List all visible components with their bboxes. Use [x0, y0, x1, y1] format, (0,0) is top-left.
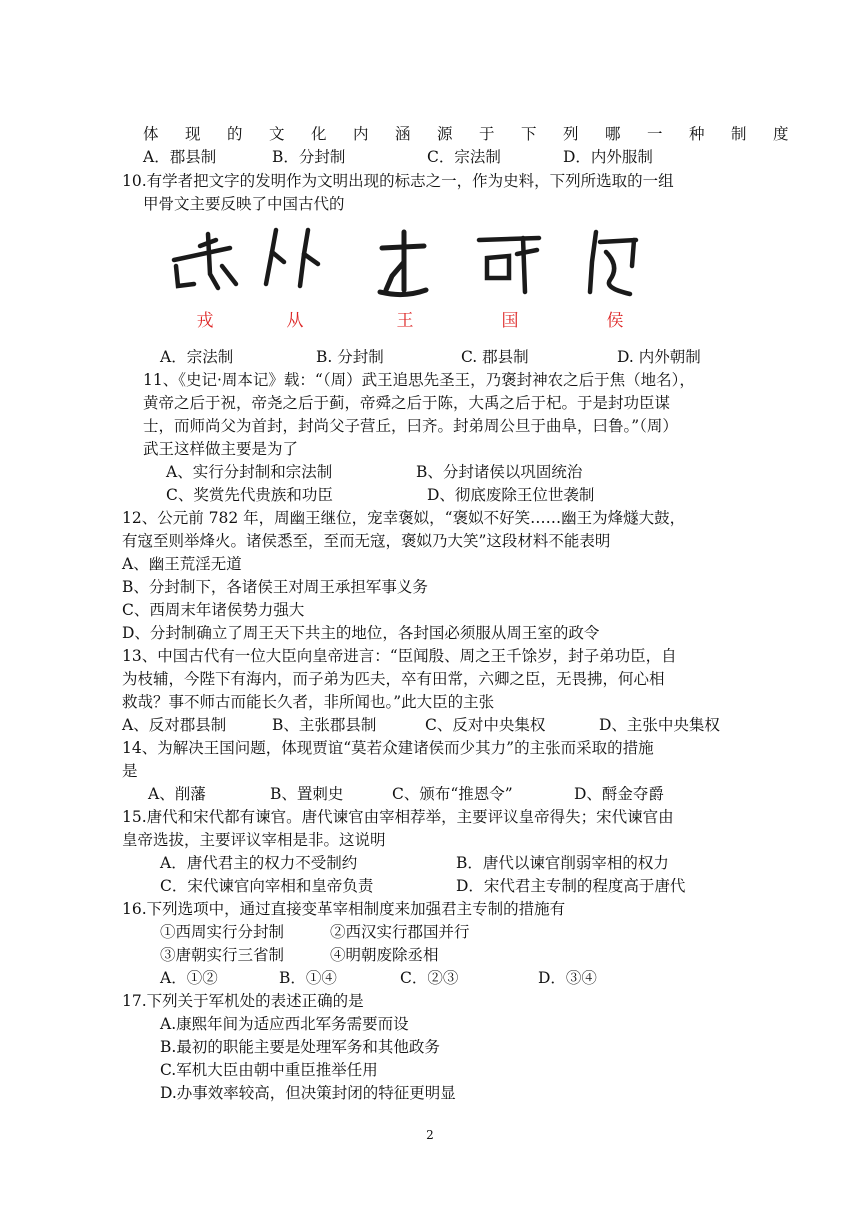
q11-line1: 11、《史记·周本记》载：“（周）武王追思先圣王，乃褒封神农之后于焦（地名），: [143, 371, 695, 389]
q13-option-a: A、反对郡县制: [122, 716, 227, 734]
glyph-caption-wang: 王: [396, 311, 414, 331]
q17-option-c: C.军机大臣由朝中重臣推举任用: [160, 1061, 378, 1079]
q11-line3: 士，而师尚父为首封，封尚父子营丘，曰齐。封弟周公旦于曲阜，曰鲁。”（周）: [143, 417, 678, 435]
q16-item-1: ①西周实行分封制: [160, 923, 285, 941]
q11-line2: 黄帝之后于祝，帝尧之后于蓟，帝舜之后于陈，大禹之后于杞。于是封功臣谋: [143, 394, 671, 412]
q13-line1: 13、中国古代有一位大臣向皇帝进言：“臣闻殷、周之王千馀岁，封子弟功臣，自: [122, 647, 677, 665]
q10-option-b: B. 分封制: [316, 348, 384, 366]
q16-item-2: ②西汉实行郡国并行: [330, 923, 470, 941]
oracle-bone-cong-icon: [250, 226, 340, 336]
q14-line2: 是: [122, 762, 138, 780]
q17-stem: 17.下列关于军机处的表述正确的是: [122, 992, 364, 1010]
q15-option-b: B．唐代以谏官削弱宰相的权力: [456, 854, 669, 872]
q12-line1: 12、公元前 782 年，周幽王继位，宠幸褒姒，“褒姒不好笑……幽王为烽燧大鼓，: [122, 509, 686, 527]
q11-option-c: C、奖赏先代贵族和功臣: [166, 486, 333, 504]
page-number: 2: [426, 1128, 434, 1142]
glyph-caption-cong: 从: [286, 311, 304, 331]
q10-option-d: D. 内外朝制: [617, 348, 701, 366]
glyph-caption-guo: 国: [501, 311, 519, 331]
q12-line2: 有寇至则举烽火。诸侯悉至，至而无寇，褒姒乃大笑”这段材料不能表明: [122, 532, 611, 550]
q11-option-a: A、实行分封制和宗法制: [166, 463, 333, 481]
q15-option-d: D．宋代君主专制的程度高于唐代: [456, 877, 686, 895]
oracle-bone-guo-icon: [465, 226, 555, 336]
q16-option-c: C．②③: [400, 969, 459, 987]
q15-option-a: A．唐代君主的权力不受制约: [160, 854, 358, 872]
q14-line1: 14、为解决王国问题，体现贾谊“莫若众建诸侯而少其力”的主张而采取的措施: [122, 739, 654, 757]
q16-item-3: ③唐朝实行三省制: [160, 946, 285, 964]
q16-option-d: D．③④: [538, 969, 597, 987]
q14-option-d: D、酹金夺爵: [574, 785, 664, 803]
q9-option-d: D．内外服制: [563, 148, 653, 166]
q10-stem-line1: 10.有学者把文字的发明作为文明出现的标志之一，作为史料，下列所选取的一组: [122, 172, 674, 190]
q13-option-b: B、主张郡县制: [272, 716, 377, 734]
q17-option-d: D.办事效率较高，但决策封闭的特征更明显: [160, 1084, 456, 1102]
q16-option-b: B．①④: [279, 969, 337, 987]
q9-option-c: C．宗法制: [427, 148, 501, 166]
q17-option-a: A.康熙年间为适应西北军务需要而设: [160, 1015, 409, 1033]
oracle-bone-wang-icon: [360, 226, 450, 336]
q13-option-d: D、主张中央集权: [599, 716, 720, 734]
glyph-caption-rong: 戎: [196, 311, 214, 331]
q10-option-a: A．宗法制: [160, 348, 234, 366]
q15-line2: 皇帝选拔，主要评议宰相是非。这说明: [122, 831, 386, 849]
q16-stem: 16.下列选项中，通过直接变革宰相制度来加强君主专制的措施有: [122, 900, 566, 918]
oracle-bone-figure: [160, 226, 660, 336]
q14-option-a: A、削藩: [148, 785, 206, 803]
q15-option-c: C．宋代谏官向宰相和皇帝负责: [160, 877, 374, 895]
q12-option-d: D、分封制确立了周王天下共主的地位，各封国必须服从周王室的政令: [122, 624, 600, 642]
q13-option-c: C、反对中央集权: [425, 716, 546, 734]
q13-line2: 为枝辅，今陛下有海内，而子弟为匹夫，卒有田常，六卿之臣，无畏拂，何心相: [122, 670, 665, 688]
q10-stem-line2: 甲骨文主要反映了中国古代的: [143, 195, 345, 213]
q11-option-b: B、分封诸侯以巩固统治: [416, 463, 583, 481]
q12-option-c: C、西周末年诸侯势力强大: [122, 601, 305, 619]
q17-option-b: B.最初的职能主要是处理军务和其他政务: [160, 1038, 440, 1056]
q16-item-4: ④明朝废除丞相: [330, 946, 439, 964]
q9-stem: 体现的文化内涵源于下列哪一种制度: [143, 125, 816, 143]
q12-option-b: B、分封制下，各诸侯王对周王承担军事义务: [122, 578, 428, 596]
q16-option-a: A．①②: [160, 969, 218, 987]
q10-option-c: C. 郡县制: [461, 348, 529, 366]
q15-line1: 15.唐代和宋代都有谏官。唐代谏官由宰相荐举，主要评议皇帝得失；宋代谏官由: [122, 808, 674, 826]
oracle-bone-hou-icon: [570, 226, 660, 336]
q9-option-a: A．郡县制: [143, 148, 217, 166]
q9-option-b: B．分封制: [272, 148, 346, 166]
q11-line4: 武王这样做主要是为了: [143, 440, 299, 458]
glyph-caption-hou: 侯: [606, 311, 624, 331]
q11-option-d: D、彻底废除王位世袭制: [427, 486, 595, 504]
q14-option-b: B、置刺史: [270, 785, 344, 803]
oracle-bone-rong-icon: [160, 226, 250, 336]
q14-option-c: C、颁布“推恩令”: [392, 785, 513, 803]
q13-line3: 救哉？事不师古而能长久者，非所闻也。”此大臣的主张: [122, 693, 495, 711]
q12-option-a: A、幽王荒淫无道: [122, 555, 242, 573]
